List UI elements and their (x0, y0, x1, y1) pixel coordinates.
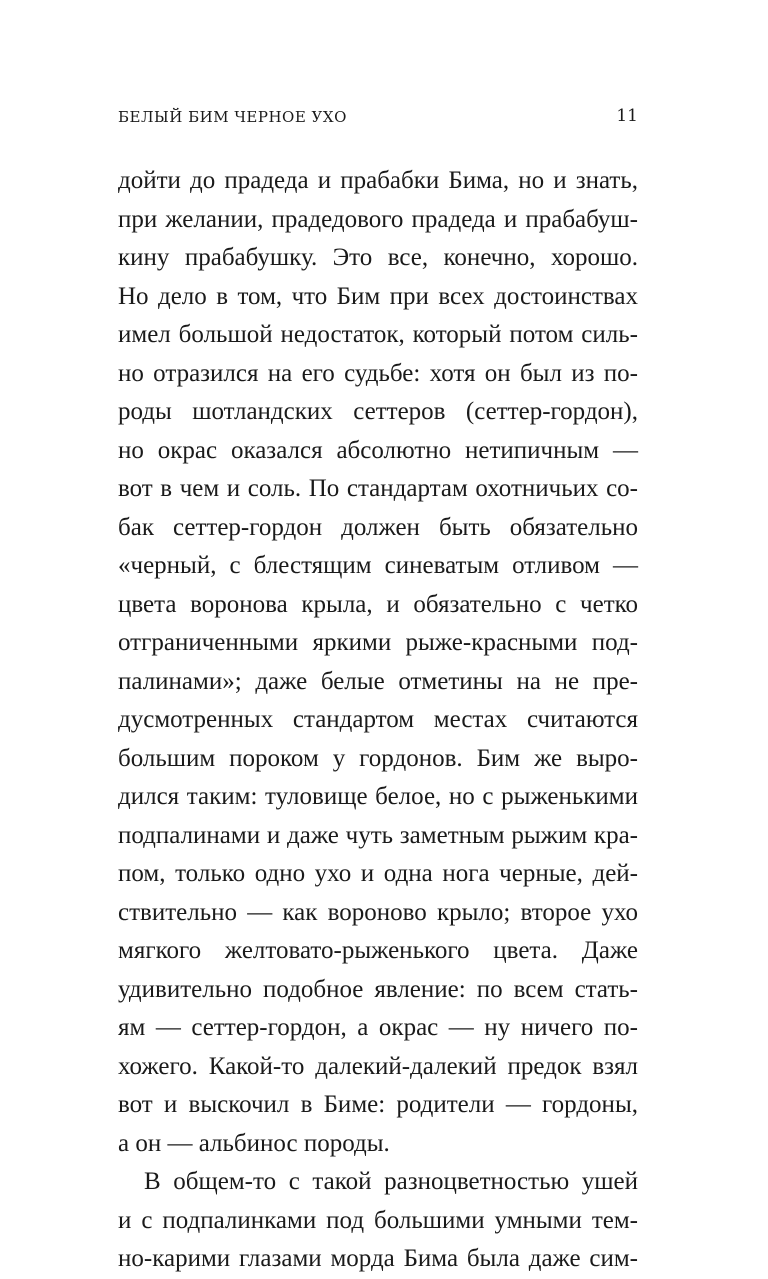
text-line: роды шотландских сеттеров (сеттер-гордон), (118, 398, 638, 425)
text-line: дойти до прадеда и прабабки Бима, но и знать, (118, 167, 638, 194)
text-line: цвета воронова крыла, и обязательно с четко (118, 590, 638, 618)
text-line: дился таким: туловище белое, но с рыженькими (118, 783, 638, 810)
text-line: «черный, с блестящим синеватым отливом — (118, 552, 638, 579)
text-line: Но дело в том, что Бим при всех достоинствах (118, 282, 638, 310)
text-line: большим пороком у гордонов. Бим же выро- (118, 744, 638, 772)
text-line: вот в чем и соль. По стандартам охотничьих со- (118, 475, 638, 502)
running-head-title: БЕЛЫЙ БИМ ЧЕРНОЕ УХО (118, 108, 347, 126)
paragraph-start-line: В общем-то с такой разноцветностью ушей (144, 1168, 638, 1195)
text-line: но окрас оказался абсолютно нетипичным — (118, 436, 638, 464)
text-line: вот и выскочил в Биме: родители — гордоны, (118, 1091, 638, 1118)
paragraph-end-line: а он — альбинос породы. (118, 1129, 390, 1157)
text-line: мягкого желтовато-рыженького цвета. Даже (118, 937, 638, 964)
text-line: но отразился на его судьбе: хотя он был из по- (118, 359, 638, 387)
text-line: удивительно подобное явление: по всем стать- (118, 975, 638, 1003)
body-text (118, 162, 638, 1279)
text-line: хожего. Какой-то далекий-далекий предок взял (118, 1052, 638, 1080)
text-line: пом, только одно ухо и одна нога черные, дей- (118, 860, 638, 887)
text-line: ствительно — как вороново крыло; второе ухо (118, 898, 638, 926)
text-line: ям — сеттер-гордон, а окрас — ну ничего по- (118, 1014, 638, 1041)
text-line: палинами»; даже белые отметины на не пре- (118, 667, 638, 695)
text-line: имел большой недостаток, который потом силь- (118, 321, 638, 348)
text-line: и с подпалинками под большими умными тем- (118, 1206, 638, 1234)
text-line: кину прабабушку. Это все, конечно, хорошо. (118, 244, 638, 271)
text-line: отграниченными яркими рыже-красными под- (118, 629, 638, 656)
page-number: 11 (616, 106, 638, 126)
text-line: дусмотренных стандартом местах считаются (118, 706, 638, 733)
text-line: подпалинами и даже чуть заметным рыжим кра- (118, 821, 638, 849)
text-line: бак сеттер-гордон должен быть обязательно (118, 513, 638, 541)
text-line: но-карими глазами морда Бима была даже сим- (118, 1245, 638, 1272)
text-line: при желании, прадедового прадеда и прабабуш- (118, 205, 638, 233)
